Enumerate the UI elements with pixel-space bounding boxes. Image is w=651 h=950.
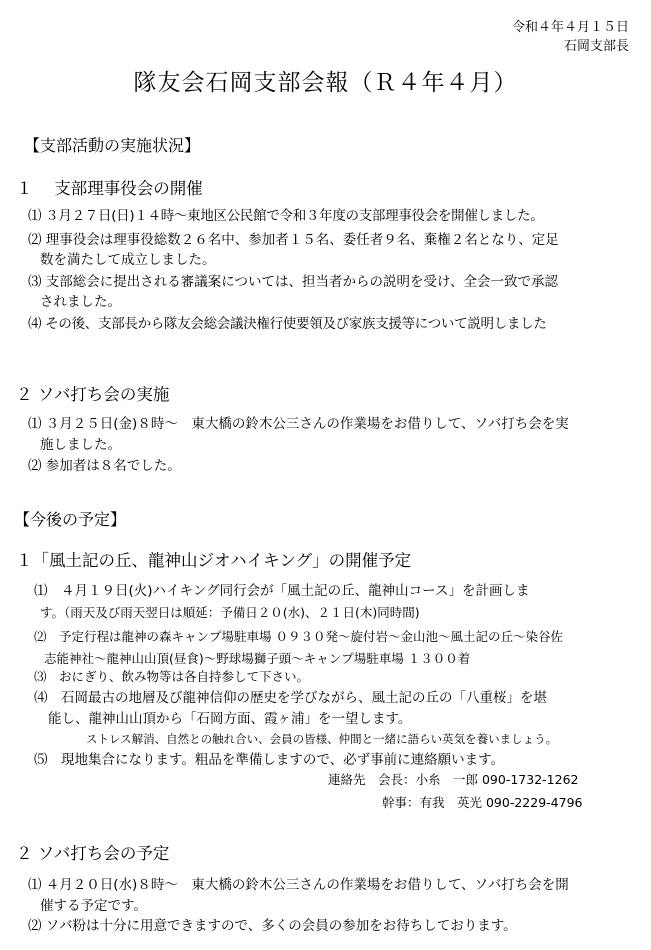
section-schedule-heading: 【今後の予定】 <box>14 510 127 529</box>
soba-event-item-2: ⑵ 参加者は８名でした。 <box>28 458 181 474</box>
hiking-item-1-cont: す。（雨天及び雨天翌日は順延：予備日２０(水)、２１日(木)同時間) <box>40 605 420 620</box>
board-meeting-item-2-cont: 数を満たして成立しました。 <box>40 252 216 268</box>
hiking-item-3: ⑶ おにぎり、飲み物等は各自持参して下さい。 <box>34 669 310 684</box>
board-meeting-item-3-cont: されました。 <box>40 294 121 310</box>
hiking-item-4: ⑷ 石岡最古の地層及び龍神信仰の歴史を学びながら、風土記の丘の「八重桜」を堪 <box>34 690 547 706</box>
soba-plan-heading: ２ ソバ打ち会の予定 <box>16 844 170 863</box>
hiking-heading: １「風土記の丘、龍神山ジオハイキング」の開催予定 <box>16 551 412 570</box>
soba-event-item-1-cont: 施しました。 <box>40 437 121 453</box>
soba-event-item-1: ⑴ ３月２５日(金)８時～ 東大橋の鈴木公三さんの作業場をお借りして、ソバ打ち会を実 <box>28 416 569 432</box>
hiking-item-5: ⑸ 現地集合になります。粗品を準備しますので、必ず事前に連絡願います。 <box>34 752 505 768</box>
author: 石岡支部長 <box>563 39 629 54</box>
soba-plan-item-1-cont: 催する予定です。 <box>40 898 147 914</box>
hiking-contact-chairman: 連絡先 会長：小糸 一郎 090-1732-1262 <box>328 772 579 787</box>
issue-date: 令和４年４月１５日 <box>511 20 629 35</box>
board-meeting-item-4: ⑷ その後、支部長から隊友会総会議決権行使要領及び家族支援等について説明しました <box>28 316 547 332</box>
board-meeting-item-3: ⑶ 支部総会に提出される審議案については、担当者からの説明を受け、全会一致で承認 <box>28 274 558 290</box>
hiking-item-1: ⑴ ４月１９日(火)ハイキング同行会が「風土記の丘、龍神山コース」を計画しま <box>34 583 530 599</box>
board-meeting-item-1: ⑴ ３月２７日(日)１４時～東地区公民館で令和３年度の支部理事役会を開催しました。 <box>28 208 544 224</box>
section-activities-heading: 【支部活動の実施状況】 <box>24 136 201 155</box>
hiking-contact-secretary: 幹事：有我 英光 090-2229-4796 <box>382 795 583 810</box>
soba-plan-item-2: ⑵ ソバ粉は十分に用意できますので、多くの会員の参加をお待ちしております。 <box>28 918 517 934</box>
soba-event-heading: ２ ソバ打ち会の実施 <box>16 385 170 404</box>
page-title: 隊友会石岡支部会報（Ｒ４年４月） <box>133 70 518 96</box>
board-meeting-item-2: ⑵ 理事役会は理事役総数２６名中、参加者１５名、委任者９名、棄権２名となり、定足 <box>28 232 559 248</box>
hiking-item-4-note: ストレス解消、自然との触れ合い、会員の皆様、仲間と一緒に語らい英気を養いましょう。 <box>86 732 558 746</box>
soba-plan-item-1: ⑴ ４月２０日(水)８時～ 東大橋の鈴木公三さんの作業場をお借りして、ソバ打ち会を開 <box>28 877 569 893</box>
hiking-item-4-cont: 能し、龍神山山頂から「石岡方面、霞ヶ浦」を一望します。 <box>48 711 412 727</box>
hiking-item-2: ⑵ 予定行程は龍神の森キャンプ場駐車場 ０９３０発～旋付岩～金山池～風土記の丘～染谷佐 <box>34 629 563 644</box>
hiking-item-2-cont: 志能神社～龍神山山頂(昼食)～野球場獅子頭～キャンプ場駐車場 １３００着 <box>44 651 471 666</box>
board-meeting-heading: １ 支部理事役会の開催 <box>16 179 203 198</box>
